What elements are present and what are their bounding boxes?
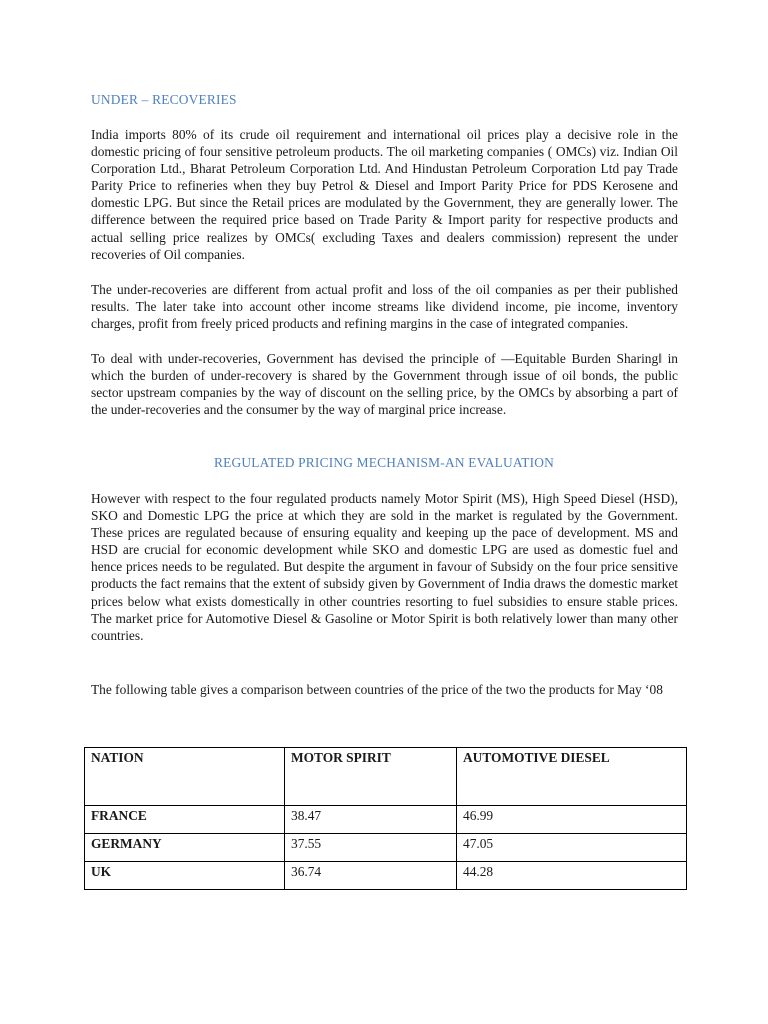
table-row — [85, 862, 687, 890]
paragraph-regulated-products: However with respect to the four regulated products namely Motor Spirit (MS), High Speed Diesel (HSD), SKO and Domestic LPG the price at which they are sold in the market is regulated by the Government. These prices are regulated because of ensuring equality and keeping up the pace of development. MS and HSD are crucial for economic development while SKO and domestic LPG are used as domestic fuel and hence prices needs to be regulated. But despite the argument in favour of Subsidy on the four price sensitive products the fact remains that the extent of subsidy given by Government of India draws the domestic market prices below what exists domestically in other countries resorting to fuel subsidies to ensure stable prices. The market price for Automotive Diesel & Gasoline or Motor Spirit is both relatively lower than many other countries. — [91, 491, 678, 643]
paragraph-under-recoveries-intro: India imports 80% of its crude oil requirement and international oil prices play a decisive role in the domestic pricing of four sensitive petroleum products. The oil marketing companies ( OMCs) viz. Indian Oil Corporation Ltd., Bharat Petroleum Corporation Ltd. And Hindustan Petroleum Corporation Ltd pay Trade Parity Price to refineries when they buy Petrol & Diesel and Import Parity Price for PDS Kerosene and domestic LPG. But since the Retail prices are modulated by the Government, they are generally lower. The difference between the required price based on Trade Parity & Import parity for respective products and actual selling price realizes by OMCs( excluding Taxes and dealers commission) represent the under recoveries of Oil companies. — [91, 127, 678, 262]
cell-motor-spirit: 37.55 — [285, 834, 457, 862]
table-row — [85, 806, 687, 834]
cell-motor-spirit: 36.74 — [285, 862, 457, 890]
table-header-row — [85, 748, 687, 806]
cell-nation: UK — [85, 862, 285, 890]
cell-automotive-diesel: 47.05 — [457, 834, 687, 862]
cell-nation: GERMANY — [85, 834, 285, 862]
paragraph-under-recoveries-difference: The under-recoveries are different from actual profit and loss of the oil companies as per their published results. The later take into account other income streams like dividend income, pie income, inventory charges, profit from freely priced products and refining margins in the case of integrated companies. — [91, 282, 678, 332]
column-header-automotive-diesel: AUTOMOTIVE DIESEL — [457, 748, 687, 806]
column-header-nation: NATION — [85, 748, 285, 806]
price-comparison-table — [84, 747, 687, 890]
section-heading-under-recoveries: UNDER – RECOVERIES — [91, 92, 237, 107]
cell-automotive-diesel: 44.28 — [457, 862, 687, 890]
paragraph-burden-sharing: To deal with under-recoveries, Government has devised the principle of ―Equitable Burden Sharing‖ in which the burden of under-recovery is shared by the Government through issue of oil bonds, the public sector upstream companies by the way of discount on the selling price, by the OMCs by absorbing a part of the under-recoveries and the consumer by the way of marginal price increase. — [91, 351, 678, 418]
section-heading-regulated-pricing: REGULATED PRICING MECHANISM-AN EVALUATION — [213, 455, 555, 470]
cell-automotive-diesel: 46.99 — [457, 806, 687, 834]
cell-motor-spirit: 38.47 — [285, 806, 457, 834]
table-row — [85, 834, 687, 862]
column-header-motor-spirit: MOTOR SPIRIT — [285, 748, 457, 806]
paragraph-table-intro: The following table gives a comparison between countries of the price of the two the products for May ‘08 — [91, 682, 663, 697]
cell-nation: FRANCE — [85, 806, 285, 834]
